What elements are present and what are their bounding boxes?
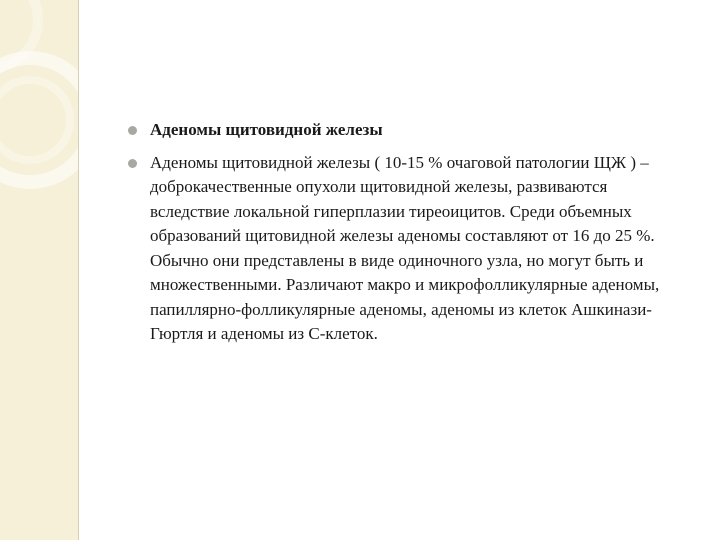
bullet-dot-icon	[128, 159, 137, 168]
decorative-circles-graphic	[0, 0, 78, 540]
bullet-item-description	[128, 151, 688, 347]
slide-content	[128, 118, 688, 351]
bullet-dot-icon	[128, 126, 137, 135]
decorative-side-panel	[0, 0, 78, 540]
side-panel-divider	[78, 0, 79, 540]
bullet-text: Аденомы щитовидной железы	[150, 120, 383, 139]
bullet-item-title	[128, 118, 688, 143]
bullet-text: Аденомы щитовидной железы ( 10-15 % очаговой патологии ЩЖ ) – доброкачественные опухоли щитовидной железы, развиваются вследствие локальной гиперплазии тиреоицитов. Среди объемных образований щитовидной железы аденомы составляют от 16 до 25 %. Обычно они представлены в виде одиночного узла, но могут быть и множественными. Различают макро и микрофолликулярные аденомы, папиллярно-фолликулярные аденомы, аденомы из клеток Ашкинази-Гюртля и аденомы из С-клеток.	[150, 152, 660, 343]
bullet-list	[128, 118, 688, 347]
